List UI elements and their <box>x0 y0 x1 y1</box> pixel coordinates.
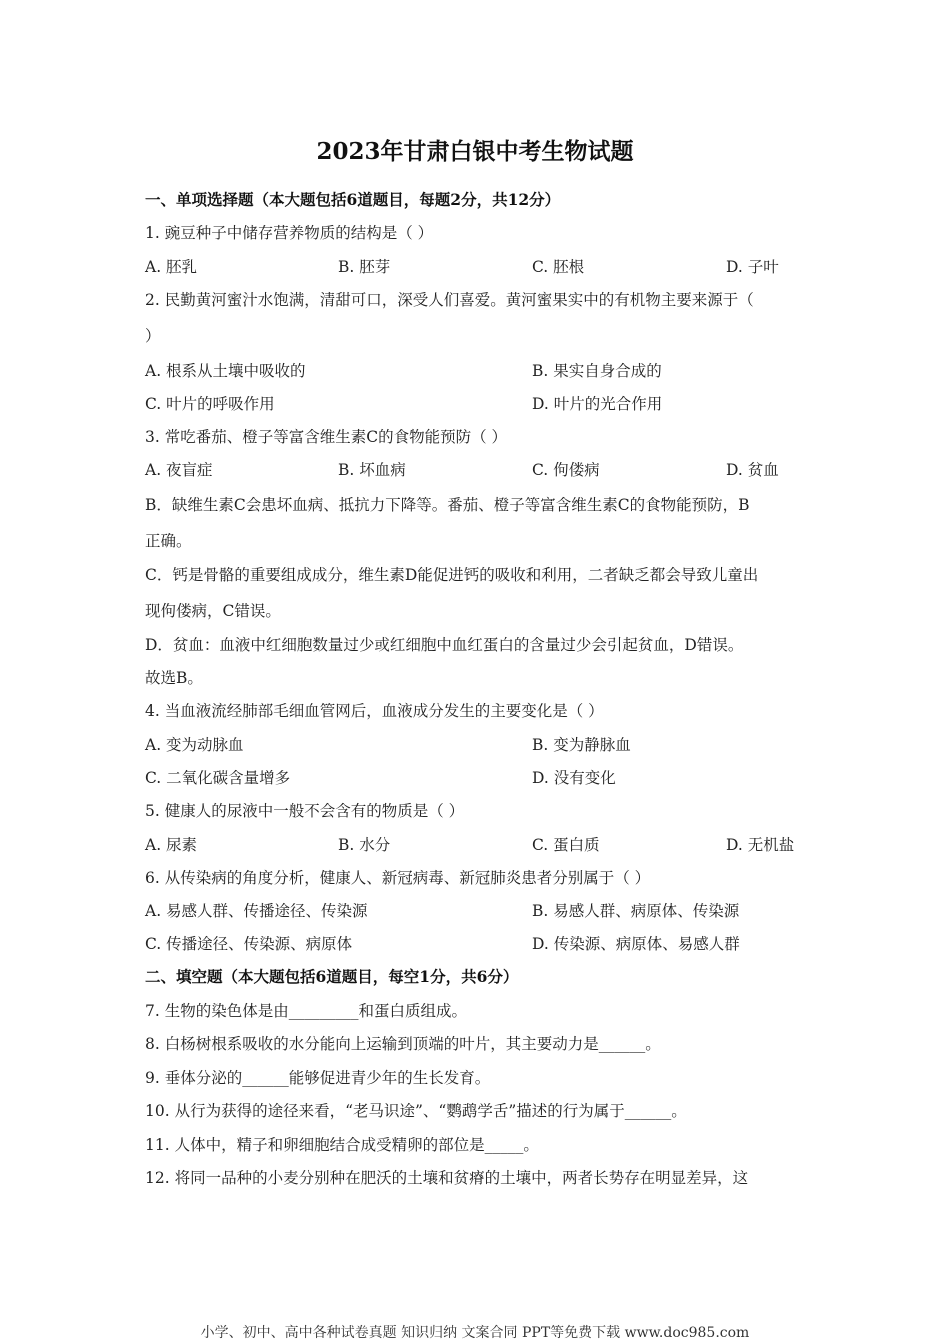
question-1-option-a: A. 胚乳 <box>145 258 198 276</box>
question-6-option-a: A. 易感人群、传播途径、传染源 <box>145 902 368 920</box>
question-2-stem-line2: ） <box>145 327 161 345</box>
explanation-c-line2: 现佝偻病，C错误。 <box>145 602 281 620</box>
explanation-b-line2: 正确。 <box>145 532 192 550</box>
explanation-c-line1: C．钙是骨骼的重要组成成分，维生素D能促进钙的吸收和利用，二者缺乏都会导致儿童出 <box>145 566 759 584</box>
question-5-option-c: C. 蛋白质 <box>532 836 600 854</box>
question-2-option-b: B. 果实自身合成的 <box>532 362 662 380</box>
footer-text: 小学、初中、高中各种试卷真题 知识归纳 文案合同 PPT等免费下载 www.doc985.com <box>200 1325 750 1341</box>
question-10: 10. 从行为获得的途径来看，“老马识途”、“鹦鹉学舌”描述的行为属于______。 <box>145 1102 687 1120</box>
question-4-stem: 4. 当血液流经肺部毛细血管网后，血液成分发生的主要变化是（ ） <box>145 702 604 720</box>
question-4-option-a: A. 变为动脉血 <box>145 736 244 754</box>
question-5-option-b: B. 水分 <box>338 836 391 854</box>
question-3-option-b: B. 坏血病 <box>338 461 406 479</box>
question-2-option-d: D. 叶片的光合作用 <box>532 395 663 413</box>
question-6-option-b: B. 易感人群、病原体、传染源 <box>532 902 740 920</box>
question-5-stem: 5. 健康人的尿液中一般不会含有的物质是（ ） <box>145 802 465 820</box>
question-6-stem: 6. 从传染病的角度分析，健康人、新冠病毒、新冠肺炎患者分别属于（ ） <box>145 869 651 887</box>
explanation-b-line1: B．缺维生素C会患坏血病、抵抗力下降等。番茄、橙子等富含维生素C的食物能预防，B <box>145 496 750 514</box>
question-2-option-a: A. 根系从土壤中吸收的 <box>145 362 306 380</box>
page-title: 2023年甘肃白银中考生物试题 <box>316 138 634 165</box>
question-4-option-c: C. 二氧化碳含量增多 <box>145 769 291 787</box>
explanation-answer: 故选B。 <box>145 669 203 687</box>
question-12: 12. 将同一品种的小麦分别种在肥沃的土壤和贫瘠的土壤中，两者长势存在明显差异，这 <box>145 1169 749 1187</box>
question-1-stem: 1. 豌豆种子中储存营养物质的结构是（ ） <box>145 224 434 242</box>
question-11: 11. 人体中，精子和卵细胞结合成受精卵的部位是_____。 <box>145 1136 539 1154</box>
question-5-option-a: A. 尿素 <box>145 836 198 854</box>
question-1-option-b: B. 胚芽 <box>338 258 391 276</box>
question-2-stem-line1: 2. 民勤黄河蜜汁水饱满，清甜可口，深受人们喜爱。黄河蜜果实中的有机物主要来源于（ <box>145 291 754 309</box>
question-8: 8. 白杨树根系吸收的水分能向上运输到顶端的叶片，其主要动力是______。 <box>145 1035 661 1053</box>
question-6-option-c: C. 传播途径、传染源、病原体 <box>145 935 353 953</box>
question-1-option-c: C. 胚根 <box>532 258 585 276</box>
section-1-heading: 一、单项选择题（本大题包括6道题目，每题2分，共12分） <box>145 190 561 209</box>
section-2-heading: 二、填空题（本大题包括6道题目，每空1分，共6分） <box>145 967 519 986</box>
question-4-option-b: B. 变为静脉血 <box>532 736 631 754</box>
question-7: 7. 生物的染色体是由_________和蛋白质组成。 <box>145 1002 467 1020</box>
question-3-option-a: A. 夜盲症 <box>145 461 213 479</box>
question-6-option-d: D. 传染源、病原体、易感人群 <box>532 935 740 953</box>
question-2-option-c: C. 叶片的呼吸作用 <box>145 395 275 413</box>
question-1-option-d: D. 子叶 <box>726 258 779 276</box>
question-5-option-d: D. 无机盐 <box>726 836 795 854</box>
question-3-stem: 3. 常吃番茄、橙子等富含维生素C的食物能预防（ ） <box>145 428 508 446</box>
question-4-option-d: D. 没有变化 <box>532 769 616 787</box>
explanation-d-line1: D．贫血：血液中红细胞数量过少或红细胞中血红蛋白的含量过少会引起贫血，D错误。 <box>145 636 744 654</box>
question-3-option-c: C. 佝偻病 <box>532 461 600 479</box>
question-9: 9. 垂体分泌的______能够促进青少年的生长发育。 <box>145 1069 491 1087</box>
question-3-option-d: D. 贫血 <box>726 461 779 479</box>
